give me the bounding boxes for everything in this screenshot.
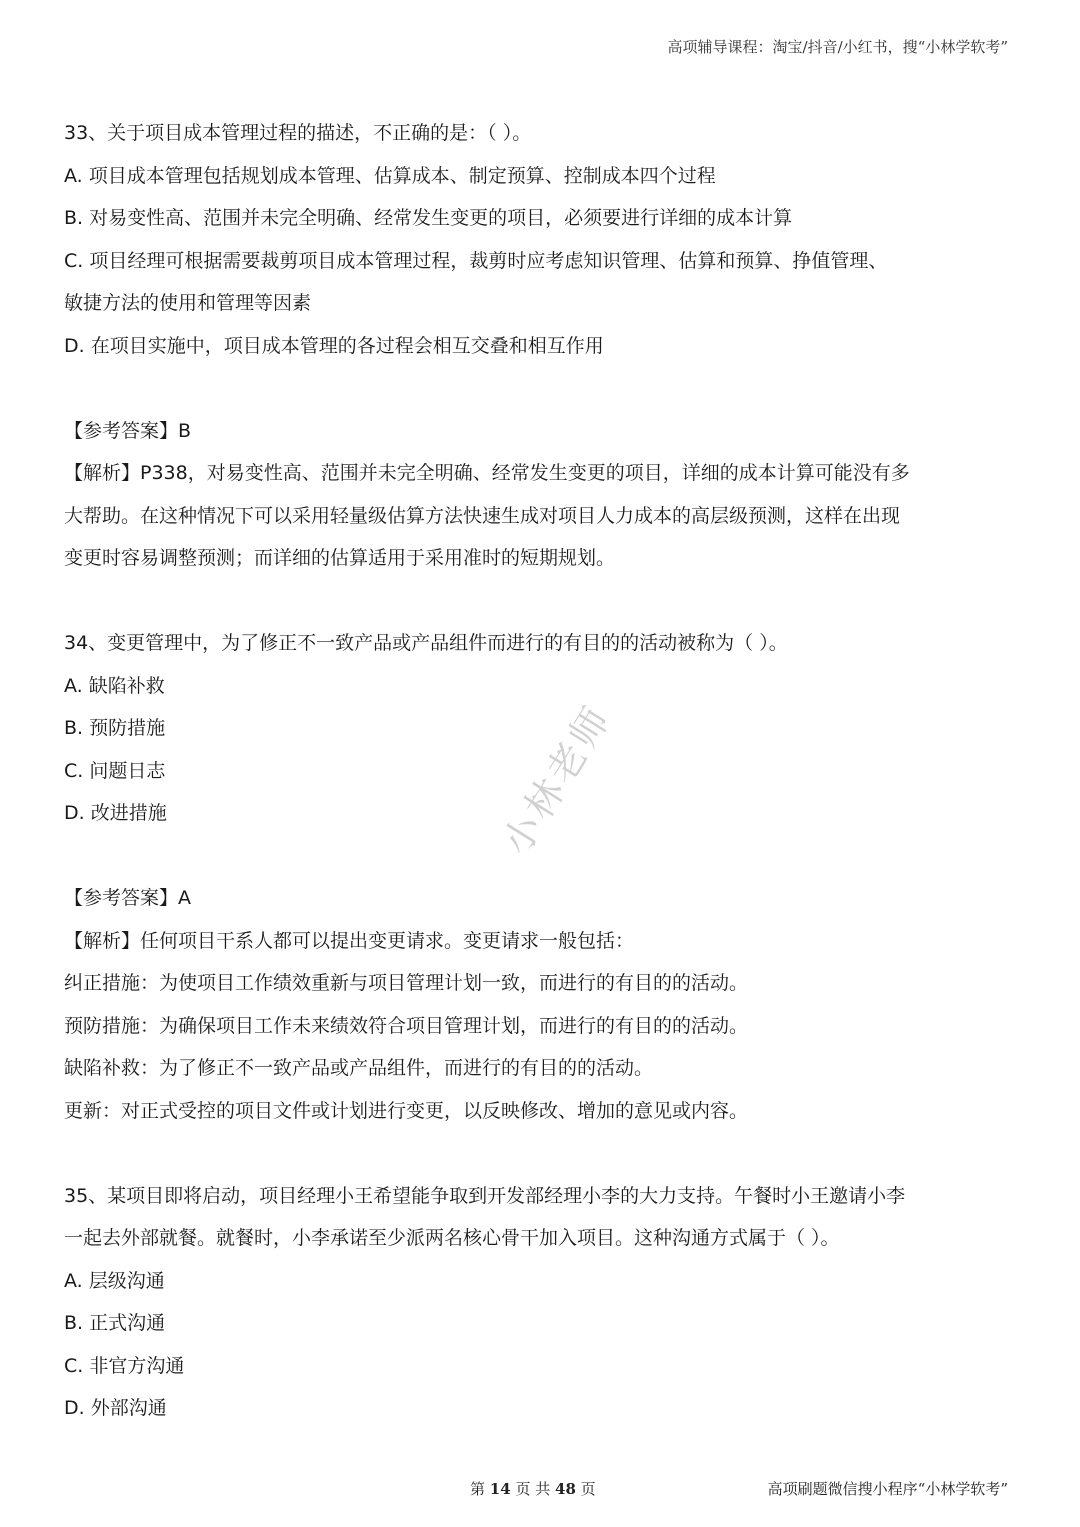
question-34 bbox=[64, 622, 1022, 1132]
document-body bbox=[64, 112, 1022, 1430]
option-b: B. 预防措施 bbox=[64, 717, 166, 739]
watermark: 小林老师 bbox=[493, 696, 621, 863]
total-pages: 48 bbox=[555, 1480, 576, 1498]
page-number bbox=[470, 1478, 596, 1499]
page-suffix: 页 bbox=[580, 1480, 596, 1498]
reference-answer: 【参考答案】B bbox=[64, 419, 192, 442]
option-c: C. 项目经理可根据需要裁剪项目成本管理过程，裁剪时应考虑知识管理、估算和预算、挣值管理、 bbox=[64, 249, 888, 272]
option-b: B. 正式沟通 bbox=[64, 1312, 166, 1334]
option-a: A. 项目成本管理包括规划成本管理、估算成本、制定预算、控制成本四个过程 bbox=[64, 164, 716, 187]
option-a: A. 缺陷补救 bbox=[64, 674, 165, 697]
question-stem: 35、某项目即将启动，项目经理小王希望能争取到开发部经理小李的大力支持。午餐时小王邀请小李 bbox=[64, 1184, 906, 1207]
analysis-line: 【解析】P338，对易变性高、范围并未完全明确、经常发生变更的项目，详细的成本计算可能没有多 bbox=[64, 462, 910, 484]
option-b: B. 对易变性高、范围并未完全明确、经常发生变更的项目，必须要进行详细的成本计算 bbox=[64, 207, 793, 229]
question-35 bbox=[64, 1175, 1022, 1430]
analysis-line: 变更时容易调整预测；而详细的估算适用于采用准时的短期规划。 bbox=[64, 547, 616, 569]
page-mid: 页 共 bbox=[515, 1480, 551, 1498]
option-a: A. 层级沟通 bbox=[64, 1269, 165, 1292]
option-d: D. 外部沟通 bbox=[64, 1397, 167, 1419]
option-d: D. 在项目实施中，项目成本管理的各过程会相互交叠和相互作用 bbox=[64, 334, 604, 357]
page-prefix: 第 bbox=[470, 1480, 486, 1498]
analysis-line: 预防措施：为确保项目工作未来绩效符合项目管理计划，而进行的有目的的活动。 bbox=[64, 1014, 749, 1037]
footer-note: 高项刷题微信搜小程序“小林学软考” bbox=[767, 1480, 1008, 1498]
question-stem: 33、关于项目成本管理过程的描述，不正确的是：（ ）。 bbox=[64, 122, 532, 144]
analysis-line: 纠正措施：为使项目工作绩效重新与项目管理计划一致，而进行的有目的的活动。 bbox=[64, 972, 749, 994]
option-c: C. 非官方沟通 bbox=[64, 1354, 185, 1377]
option-d: D. 改进措施 bbox=[64, 802, 167, 824]
page-header: 高项辅导课程：淘宝/抖音/小红书，搜“小林学软考” bbox=[667, 38, 1008, 56]
analysis-line: 【解析】任何项目干系人都可以提出变更请求。变更请求一般包括： bbox=[64, 929, 635, 952]
reference-answer: 【参考答案】A bbox=[64, 887, 191, 909]
analysis-line: 缺陷补救：为了修正不一致产品或产品组件，而进行的有目的的活动。 bbox=[64, 1057, 654, 1079]
question-stem-cont: 一起去外部就餐。就餐时，小李承诺至少派两名核心骨干加入项目。这种沟通方式属于（ ）。 bbox=[64, 1227, 840, 1249]
current-page: 14 bbox=[489, 1480, 511, 1498]
question-stem: 34、变更管理中，为了修正不一致产品或产品组件而进行的有目的的活动被称为（ ）。 bbox=[64, 632, 788, 654]
option-c: C. 问题日志 bbox=[64, 759, 166, 782]
analysis-line: 更新：对正式受控的项目文件或计划进行变更，以反映修改、增加的意见或内容。 bbox=[64, 1099, 749, 1122]
option-c-cont: 敏捷方法的使用和管理等因素 bbox=[64, 292, 312, 314]
analysis-line: 大帮助。在这种情况下可以采用轻量级估算方法快速生成对项目人力成本的高层级预测，这样在出现 bbox=[64, 504, 901, 527]
question-33 bbox=[64, 112, 1022, 580]
